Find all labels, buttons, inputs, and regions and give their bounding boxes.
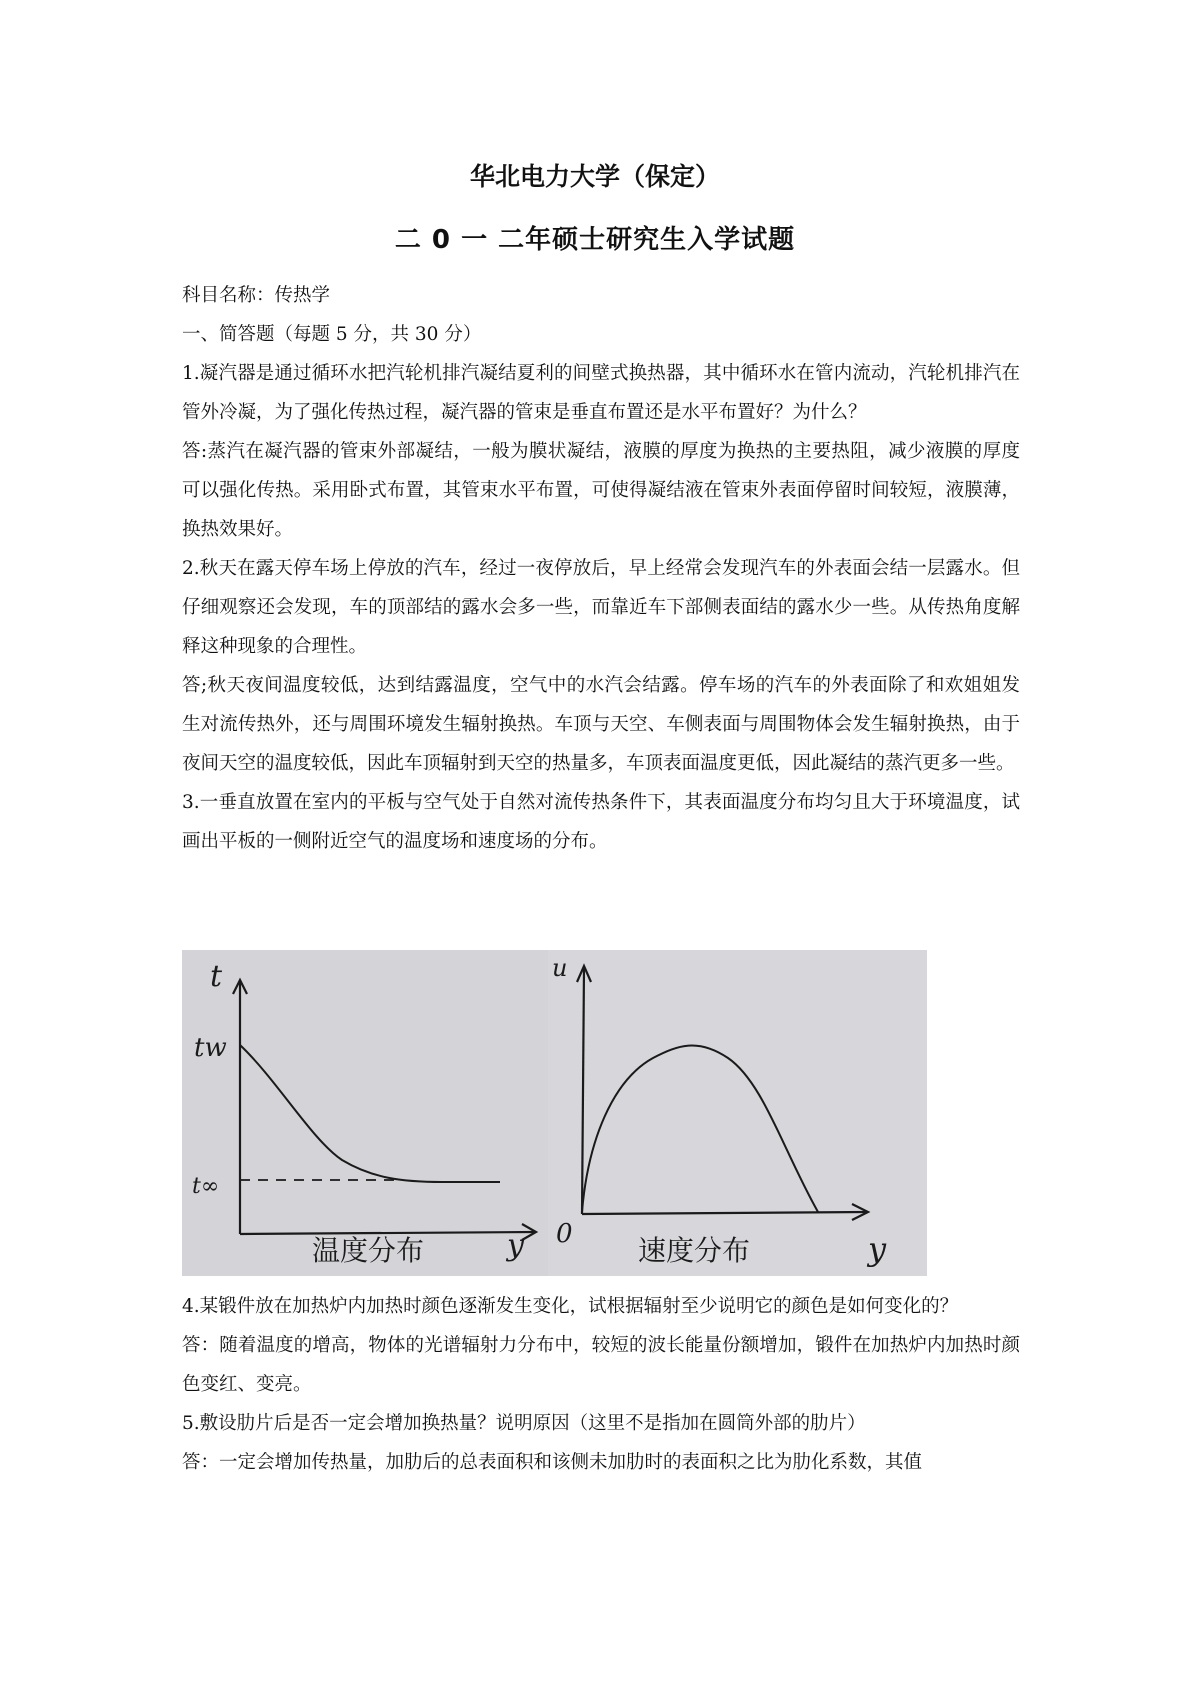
answer-2: 答;秋天夜间温度较低，达到结露温度，空气中的水汽会结露。停车场的汽车的外表面除了和欢姐姐发生对流传热外，还与周围环境发生辐射换热。车顶与天空、车侧表面与周围物体会发生辐射换热，由于夜间天空的温度较低，因此车顶辐射到天空的热量多，车顶表面温度更低，因此凝结的蒸汽更多一些。 bbox=[182, 675, 1020, 774]
velocity-sketch bbox=[548, 950, 927, 1276]
figures-row bbox=[182, 950, 927, 1276]
velocity-distribution-figure bbox=[548, 950, 927, 1276]
section-heading: 一、简答题（每题 5 分，共 30 分） bbox=[182, 324, 482, 345]
u-axis-line bbox=[582, 968, 584, 1214]
y-axis-label-right: y bbox=[868, 1230, 887, 1268]
temperature-sketch bbox=[182, 950, 548, 1276]
velocity-curve bbox=[582, 1045, 818, 1212]
answer-5: 答：一定会增加传热量，加肋后的总表面积和该侧未加肋时的表面积之比为肋化系数，其值 bbox=[182, 1452, 923, 1473]
temperature-curve bbox=[240, 1045, 500, 1182]
answer-4: 答：随着温度的增高，物体的光谱辐射力分布中，较短的波长能量份额增加，锻件在加热炉内加热时颜色变红、变亮。 bbox=[182, 1335, 1020, 1395]
school-title: 华北电力大学（保定） bbox=[469, 162, 720, 191]
question-4: 4.某锻件放在加热炉内加热时颜色逐渐发生变化，试根据辐射至少说明它的颜色是如何变化的？ bbox=[182, 1296, 959, 1317]
answer-1: 答:蒸汽在凝汽器的管束外部凝结，一般为膜状凝结，液膜的厚度为换热的主要热阻，减少液膜的厚度可以强化传热。采用卧式布置，其管束水平布置，可使得凝结液在管束外表面停留时间较短，液膜薄，换热效果好。 bbox=[182, 441, 1020, 540]
u-axis-label: u bbox=[552, 954, 568, 982]
question-1: 1.凝汽器是通过循环水把汽轮机排汽凝结夏利的间壁式换热器，其中循环水在管内流动，汽轮机排汽在管外冷凝，为了强化传热过程，凝汽器的管束是垂直布置还是水平布置好？为什么？ bbox=[182, 363, 1020, 423]
subject-line: 科目名称：传热学 bbox=[182, 285, 331, 306]
document-body-continued bbox=[182, 1287, 1020, 1482]
document-body bbox=[182, 276, 1020, 861]
exam-title: 二 0 一 二年硕士研究生入学试题 bbox=[394, 225, 796, 255]
tinf-label: t∞ bbox=[192, 1174, 220, 1199]
temperature-distribution-figure bbox=[182, 950, 548, 1276]
y-axis-label-left: y bbox=[507, 1228, 524, 1263]
velocity-caption: 速度分布 bbox=[638, 1234, 751, 1267]
question-2: 2.秋天在露天停车场上停放的汽车，经过一夜停放后，早上经常会发现汽车的外表面会结一层露水。但仔细观察还会发现，车的顶部结的露水会多一些，而靠近车下部侧表面结的露水少一些。从传热角度解释这种现象的合理性。 bbox=[182, 558, 1020, 657]
tw-label: tw bbox=[194, 1033, 227, 1063]
t-axis-label: t bbox=[210, 959, 223, 994]
question-5: 5.敷设肋片后是否一定会增加换热量？说明原因（这里不是指加在圆筒外部的肋片） bbox=[182, 1413, 866, 1434]
origin-label: 0 bbox=[556, 1219, 573, 1249]
velocity-y-axis-line bbox=[582, 1212, 866, 1214]
temperature-caption: 温度分布 bbox=[312, 1234, 425, 1267]
question-3: 3.一垂直放置在室内的平板与空气处于自然对流传热条件下，其表面温度分布均匀且大于环境温度，试画出平板的一侧附近空气的温度场和速度场的分布。 bbox=[182, 792, 1020, 852]
